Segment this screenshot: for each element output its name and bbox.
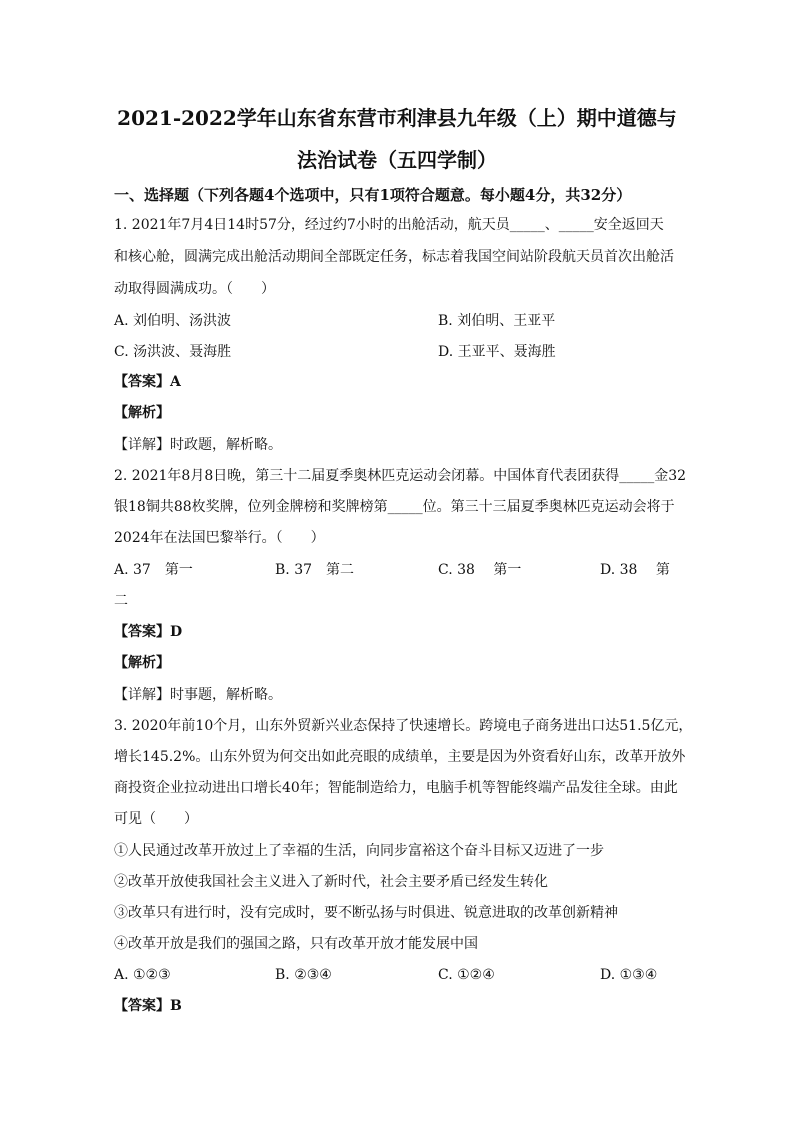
question-2-option-c: C. 38 第一 <box>438 562 522 578</box>
page-title-line1: 2021-2022学年山东省东营市利津县九年级（上）期中道德与 <box>117 106 677 130</box>
question-1-detail: 【详解】时政题，解析略。 <box>114 437 282 453</box>
question-3-line: 可见（ ） <box>114 811 198 827</box>
question-3-option-a: A. ①②③ <box>114 967 171 983</box>
question-2-option-d: D. 38 第 <box>600 562 670 578</box>
question-1-option-d: D. 王亚平、聂海胜 <box>438 344 556 360</box>
question-2-line: 2. 2021年8月8日晚，第三十二届夏季奥林匹克运动会闭幕。中国体育代表团获得_____金32 <box>114 468 687 484</box>
question-1-option-a: A. 刘伯明、汤洪波 <box>114 313 232 329</box>
question-3-line: 增长145.2%。山东外贸为何交出如此亮眼的成绩单，主要是因为外资看好山东，改革开放外 <box>114 749 686 765</box>
question-1-option-c: C. 汤洪波、聂海胜 <box>114 344 232 360</box>
question-3-line: 3. 2020年前10个月，山东外贸新兴业态保持了快速增长。跨境电子商务进出口达51.5亿元， <box>114 718 693 734</box>
question-3-option-d: D. ①③④ <box>600 967 658 983</box>
question-3-statement-4: ④改革开放是我们的强国之路，只有改革开放才能发展中国 <box>114 936 478 952</box>
question-2-line: 2024年在法国巴黎举行。（ ） <box>114 530 325 546</box>
question-3-option-c: C. ①②④ <box>438 967 495 983</box>
question-1-line: 和核心舱，圆满完成出舱活动期间全部既定任务，标志着我国空间站阶段航天员首次出舱活 <box>114 249 674 265</box>
section-heading: 一、选择题（下列各题4个选项中，只有1项符合题意。每小题4分，共32分） <box>114 186 632 204</box>
question-1-line: 1. 2021年7月4日14时57分，经过约7小时的出舱活动，航天员_____、_____安全返回天 <box>114 217 664 233</box>
question-3-line: 商投资企业拉动进出口增长40年；智能制造给力，电脑手机等智能终端产品发往全球。由此 <box>114 780 678 796</box>
question-2-answer: 【答案】D <box>114 624 183 640</box>
question-1-answer: 【答案】A <box>114 374 181 390</box>
question-2-analysis: 【解析】 <box>114 655 170 671</box>
question-2-option-a: A. 37 第一 <box>114 562 193 578</box>
question-3-answer: 【答案】B <box>114 998 182 1014</box>
question-3-statement-3: ③改革只有进行时，没有完成时，要不断弘扬与时俱进、锐意进取的改革创新精神 <box>114 905 618 921</box>
question-1-analysis: 【解析】 <box>114 405 170 421</box>
question-3-statement-2: ②改革开放使我国社会主义进入了新时代，社会主要矛盾已经发生转化 <box>114 874 548 890</box>
question-3-statement-1: ①人民通过改革开放过上了幸福的生活，向同步富裕这个奋斗目标又迈进了一步 <box>114 843 604 859</box>
page-title-line2: 法治试卷（五四学制） <box>297 148 497 172</box>
question-2-detail: 【详解】时事题，解析略。 <box>114 687 282 703</box>
question-2-line: 银18铜共88枚奖牌，位列金牌榜和奖牌榜第_____位。第三十三届夏季奥林匹克运动会将于 <box>114 499 675 515</box>
question-1-line: 动取得圆满成功。（ ） <box>114 281 275 297</box>
question-2-option-b: B. 37 第二 <box>275 562 355 578</box>
question-3-option-b: B. ②③④ <box>275 967 332 983</box>
question-1-option-b: B. 刘伯明、王亚平 <box>438 313 556 329</box>
question-2-option-d-wrap: 二 <box>114 593 128 609</box>
